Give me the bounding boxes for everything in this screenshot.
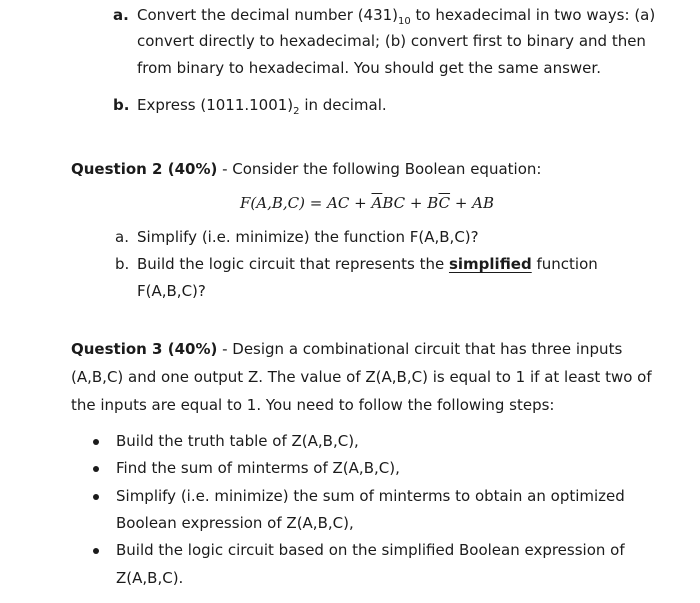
q1-part-b-marker: b. xyxy=(113,96,130,114)
q3-step-3-line-2: Boolean expression of Z(A,B,C), xyxy=(116,514,354,532)
q2-item-b-marker: b. xyxy=(115,255,130,273)
q1-part-a-line-1: Convert the decimal number $(431)_{10}$ to hexadecimal in two ways: (a) xyxy=(137,6,656,27)
q2-item-b-line-1: Build the logic circuit that represents the simplified function xyxy=(137,255,598,273)
q3-line-2: (A,B,C) and one output Z. The value of Z(A,B,C) is equal to 1 if at least two of xyxy=(71,368,652,386)
q1-binary-base: 2 xyxy=(293,106,300,117)
q3-step-1: Build the truth table of Z(A,B,C), xyxy=(116,432,359,450)
q1-decimal-number: (431) xyxy=(357,6,399,24)
q1-part-a-line-3: from binary to hexadecimal. You should get the same answer. xyxy=(137,59,601,77)
q1-part-b-text: Express $(1011.1001)_2$ in decimal. xyxy=(137,96,387,117)
bullet-icon xyxy=(93,466,99,472)
q2-item-a-marker: a. xyxy=(115,228,129,246)
q3-line-3: the inputs are equal to 1. You need to follow the following steps: xyxy=(71,396,555,414)
q1-part-a-marker: a. xyxy=(113,6,129,24)
bullet-icon xyxy=(93,439,99,445)
q3-heading: Question 3 (40%) xyxy=(71,340,218,358)
q1-binary-number: (1011.1001) xyxy=(200,96,294,114)
bullet-icon xyxy=(93,548,99,554)
simplified-emphasis: simplified xyxy=(448,255,532,273)
q1-decimal-base: 10 xyxy=(398,16,411,27)
q3-step-4-line-1: Build the logic circuit based on the simplified Boolean expression of xyxy=(116,541,625,559)
q2-intro: Question 2 (40%) - Consider the following Boolean equation: xyxy=(71,160,542,178)
q2-item-a-text: Simplify (i.e. minimize) the function F(A,B,C)? xyxy=(137,228,479,246)
q1-part-a-line-2: convert directly to hexadecimal; (b) convert first to binary and then xyxy=(137,32,646,50)
q3-step-4-line-2: Z(A,B,C). xyxy=(116,569,184,587)
q3-line-1: Question 3 (40%) - Design a combinational circuit that has three inputs xyxy=(71,340,623,358)
bullet-icon xyxy=(93,494,99,500)
q2-item-b-line-2: F(A,B,C)? xyxy=(137,282,206,300)
q2-boolean-equation: F(A,B,C) = AC + $\overline{A}BC + B\overline{C}$ + AB xyxy=(240,194,495,212)
q3-step-3-line-1: Simplify (i.e. minimize) the sum of minterms to obtain an optimized xyxy=(116,487,625,505)
q3-step-2: Find the sum of minterms of Z(A,B,C), xyxy=(116,459,400,477)
q2-heading: Question 2 (40%) xyxy=(71,160,218,178)
